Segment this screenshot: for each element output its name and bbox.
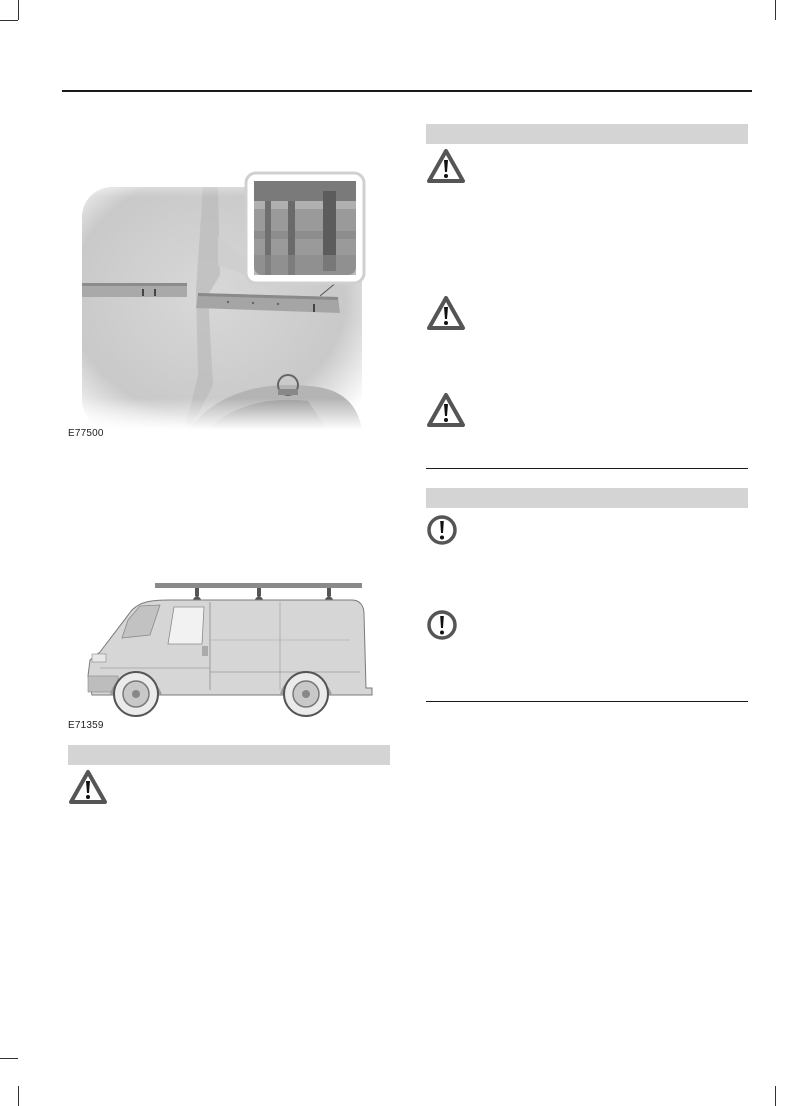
crop-mark — [775, 0, 776, 20]
section-bar-cautions — [426, 488, 748, 508]
crop-mark — [775, 1086, 776, 1106]
warning-triangle-icon — [426, 295, 466, 331]
section-end-rule — [426, 468, 748, 469]
van-roof-rack-figure — [80, 580, 380, 720]
caution-circle-icon — [426, 514, 458, 546]
crop-mark — [0, 20, 18, 21]
section-bar-left — [68, 745, 390, 765]
crop-mark — [18, 0, 19, 20]
section-bar-warnings — [426, 124, 748, 144]
warning-triangle-icon — [426, 148, 466, 184]
figure-label-e77500: E77500 — [68, 428, 104, 439]
header-rule — [62, 90, 752, 92]
warning-triangle-icon — [68, 769, 108, 805]
crop-mark — [18, 1086, 19, 1106]
cargo-rail-figure — [68, 165, 368, 430]
caution-circle-icon — [426, 609, 458, 641]
figure-label-e71359: E71359 — [68, 720, 104, 731]
crop-mark — [0, 1058, 18, 1059]
warning-triangle-icon — [426, 392, 466, 428]
section-end-rule — [426, 701, 748, 702]
